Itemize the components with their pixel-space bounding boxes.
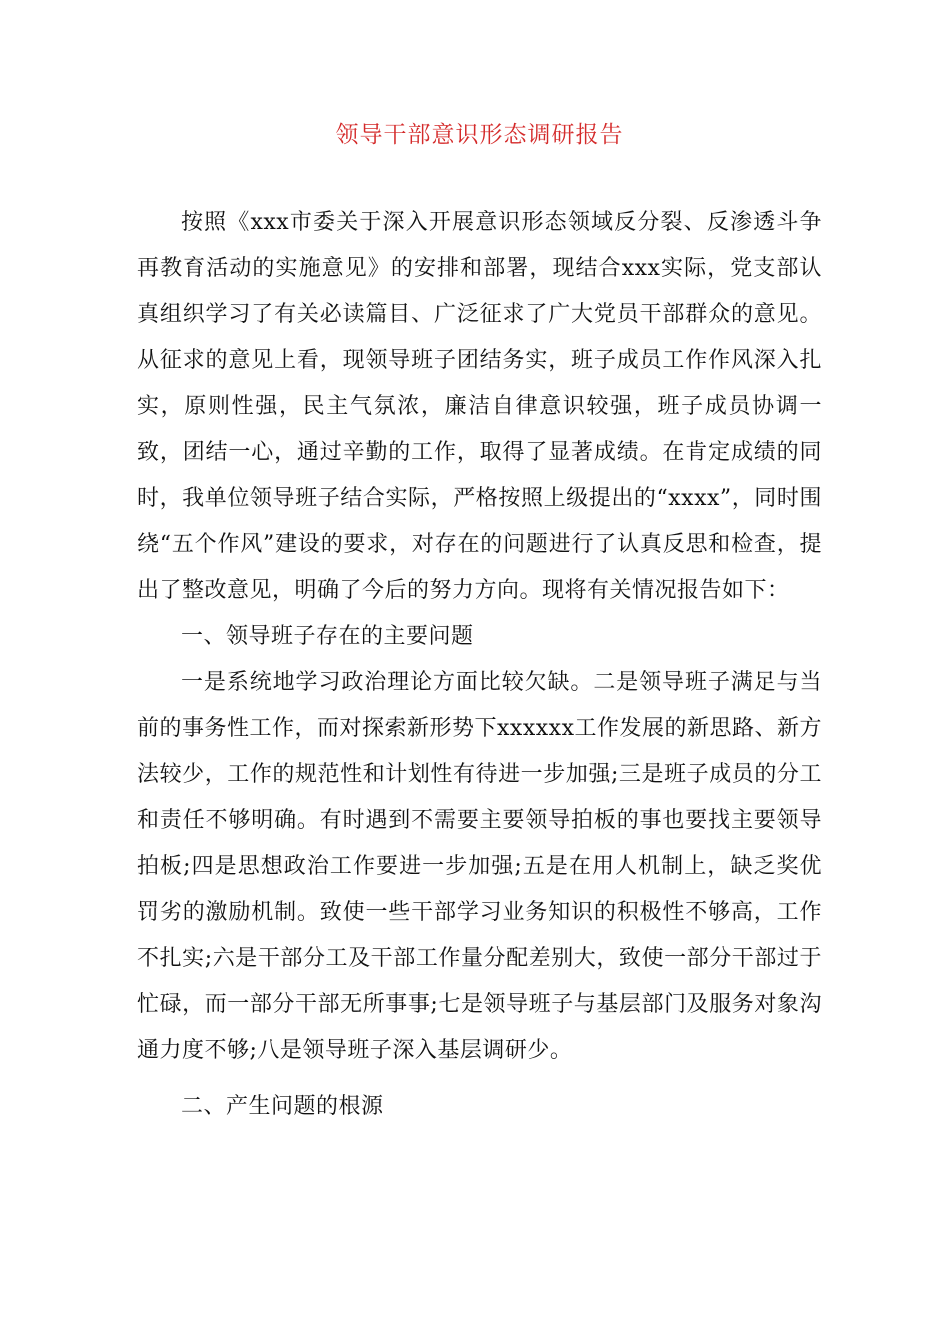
section-heading-2: 二、产生问题的根源 xyxy=(181,1094,384,1119)
document-title: 领导干部意识形态调研报告 xyxy=(335,122,624,148)
section-1-paragraph: 一是系统地学习政治理论方面比较欠缺。二是领导班子满足与当前的事务性工作，而对探索新形势下xxxxxx工作发展的新思路、新方法较少，工作的规范性和计划性有待进一步加强;三是班子成员的分工和责任不够明确。有时遇到不需要主要领导拍板的事也要找主要领导拍板;四是思想政治工作要进一步加强;五是在用人机制上，缺乏奖优罚劣的激励机制。致使一些干部学习业务知识的积极性不够高，工作不扎实;六是干部分工及干部工作量分配差别大，致使一部分干部过于忙碌，而一部分干部无所事事;七是领导班子与基层部门及服务对象沟通力度不够;八是领导班子深入基层调研少。 xyxy=(137,670,822,1063)
section-heading-1: 一、领导班子存在的主要问题 xyxy=(181,624,474,649)
intro-paragraph: 按照《xxx市委关于深入开展意识形态领域反分裂、反渗透斗争再教育活动的实施意见》的安排和部署，现结合xxx实际，党支部认真组织学习了有关必读篇目、广泛征求了广大党员干部群众的意见。从征求的意见上看，现领导班子团结务实，班子成员工作作风深入扎实，原则性强，民主气氛浓，廉洁自律意识较强，班子成员协调一致，团结一心，通过辛勤的工作，取得了显著成绩。在肯定成绩的同时，我单位领导班子结合实际，严格按照上级提出的“xxxx”，同时围绕“五个作风”建设的要求，对存在的问题进行了认真反思和检查，提出了整改意见，明确了今后的努力方向。现将有关情况报告如下： xyxy=(137,210,822,603)
